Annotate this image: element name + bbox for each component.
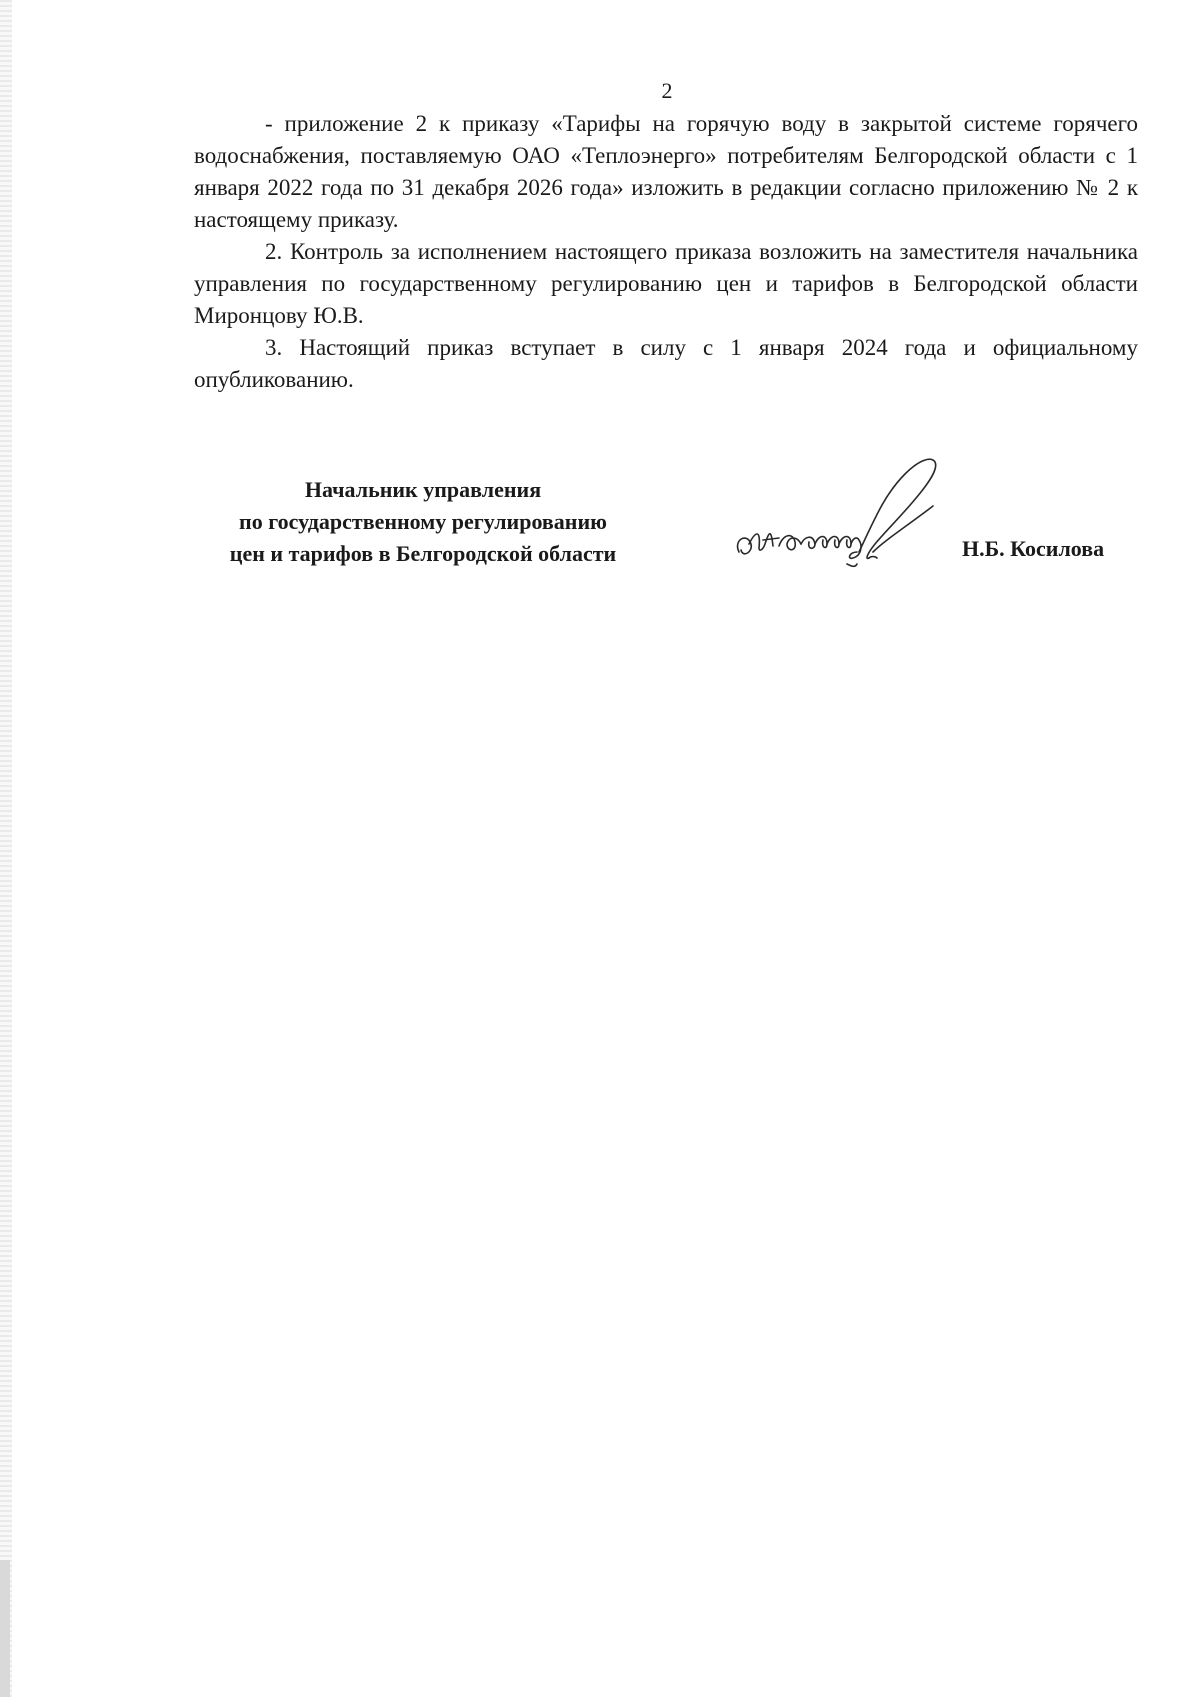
position-line: цен и тарифов в Белгородской области	[229, 541, 617, 566]
signatory-position	[178, 474, 668, 570]
paragraph-effective-date: 3. Настоящий приказ вступает в силу с 1 января 2024 года и официальному опубликованию.	[194, 335, 1138, 392]
scan-edge-shadow	[0, 1560, 10, 1697]
paragraph-control: 2. Контроль за исполнением настоящего приказа возложить на заместителя начальника управления по государственному регулированию цен и тарифов в Белгородской области Миронцову Ю.В.	[194, 239, 1138, 328]
paragraph-appendix-2: - приложение 2 к приказу «Тарифы на горячую воду в закрытой системе горячего водоснабжения, поставляемую ОАО «Теплоэнерго» потребителям Белгородской области с 1 января 2022 года по 31 декабря 2026 года» изложить в редакции согласно приложению № 2 к настоящему приказу.	[194, 111, 1138, 232]
position-line: Начальник управления	[304, 477, 542, 502]
page-number: 2	[661, 78, 673, 103]
document-body	[194, 108, 1138, 396]
position-line: по государственному регулированию	[239, 509, 607, 534]
handwritten-signature	[735, 448, 1025, 588]
scan-edge-artifact	[0, 0, 12, 1697]
signer-name: Н.Б. Косилова	[962, 536, 1105, 561]
